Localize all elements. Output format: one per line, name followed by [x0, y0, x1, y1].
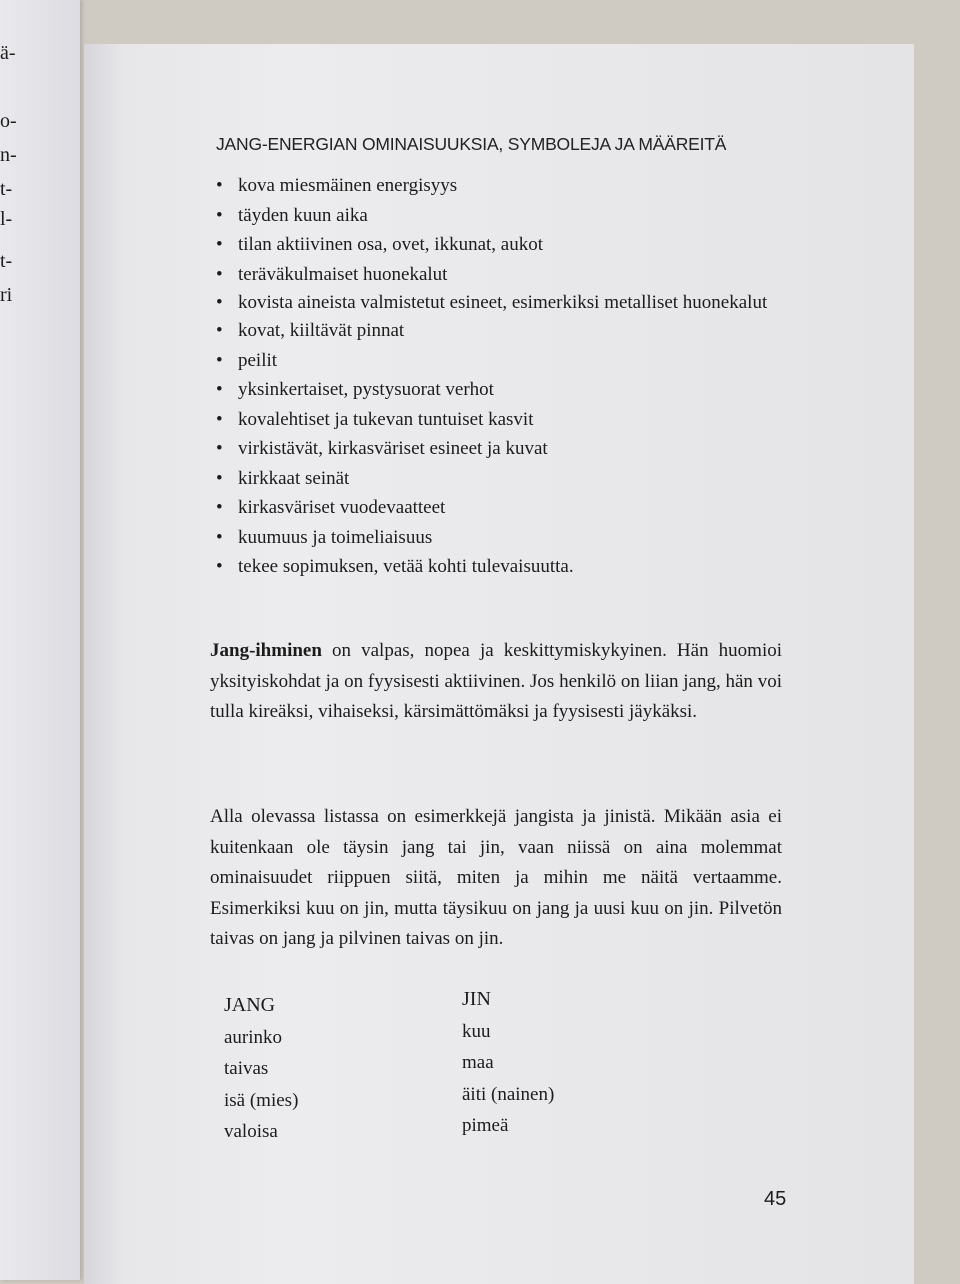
jang-column: [224, 990, 298, 1148]
fragment: t-: [0, 250, 13, 272]
paragraph-jang-person: [210, 636, 782, 728]
list-item: • tekee sopimuksen, vetää kohti tulevaisuutta.: [216, 552, 776, 582]
column-item: taivas: [224, 1058, 269, 1079]
list-item: • kova miesmäinen energisyys: [216, 171, 776, 201]
paragraph-text: on valpas, nopea ja keskittymiskykyinen. Hän huomioi yksityiskohdat ja on fyysisesti aktiivinen. Jos henkilö on liian jang, hän voi tulla kireäksi, vihaiseksi, kärsimättömäksi ja fyysisesti jäykäksi.: [210, 640, 782, 722]
column-item: valoisa: [224, 1121, 278, 1142]
fragment: o-: [0, 110, 17, 132]
fragment: n-: [0, 144, 17, 166]
jin-column: [462, 984, 554, 1142]
list-item: • tilan aktiivinen osa, ovet, ikkunat, aukot: [216, 230, 776, 260]
column-header: JANG: [224, 994, 276, 1016]
column-item: kuu: [462, 1020, 491, 1042]
list-item: • kovista aineista valmistetut esineet, esimerkiksi metalliset huonekalut: [216, 289, 776, 316]
list-item: • kuumuus ja toimeliaisuus: [216, 523, 776, 553]
bold-term: Jang-ihminen: [210, 640, 322, 661]
section-heading: JANG-ENERGIAN OMINAISUUKSIA, SYMBOLEJA JA MÄÄREITÄ: [216, 134, 727, 154]
column-item: maa: [462, 1052, 494, 1073]
list-item: • kirkkaat seinät: [216, 464, 776, 494]
column-header: JIN: [462, 988, 491, 1010]
paragraph-examples: Alla olevassa listassa on esimerkkejä jangista ja jinistä. Mikään asia ei kuitenkaan ole täysin jang tai jin, vaan niissä on aina molemmat ominaisuudet riippuen siitä, miten ja mihin me näitä vertaamme. Esimerkiksi kuu on jin, mutta täysikuu on jang ja uusi kuu on jin. Pilvetön taivas on jang ja pilvinen taivas on jin.: [210, 806, 782, 949]
list-item: • täyden kuun aika: [216, 201, 776, 231]
column-item: äiti (nainen): [462, 1083, 555, 1105]
column-item: pimeä: [462, 1115, 509, 1136]
page-number: 45: [764, 1188, 787, 1210]
list-item: • yksinkertaiset, pystysuorat verhot: [216, 375, 776, 405]
column-item: isä (mies): [224, 1089, 299, 1111]
left-page-edge: [0, 0, 80, 1280]
list-item: • kirkasväriset vuodevaatteet: [216, 493, 776, 523]
list-item: • teräväkulmaiset huonekalut: [216, 260, 776, 290]
bullet-list: [216, 171, 776, 582]
fragment: t-: [0, 178, 13, 200]
list-item: • kovat, kiiltävät pinnat: [216, 316, 776, 346]
fragment: ä-: [0, 42, 16, 64]
fragment: l-: [0, 208, 13, 230]
list-item: • virkistävät, kirkasväriset esineet ja kuvat: [216, 434, 776, 464]
list-item: • peilit: [216, 346, 776, 376]
fragment: ri: [0, 284, 13, 306]
list-item: • kovalehtiset ja tukevan tuntuiset kasvit: [216, 405, 776, 435]
column-item: aurinko: [224, 1026, 283, 1048]
